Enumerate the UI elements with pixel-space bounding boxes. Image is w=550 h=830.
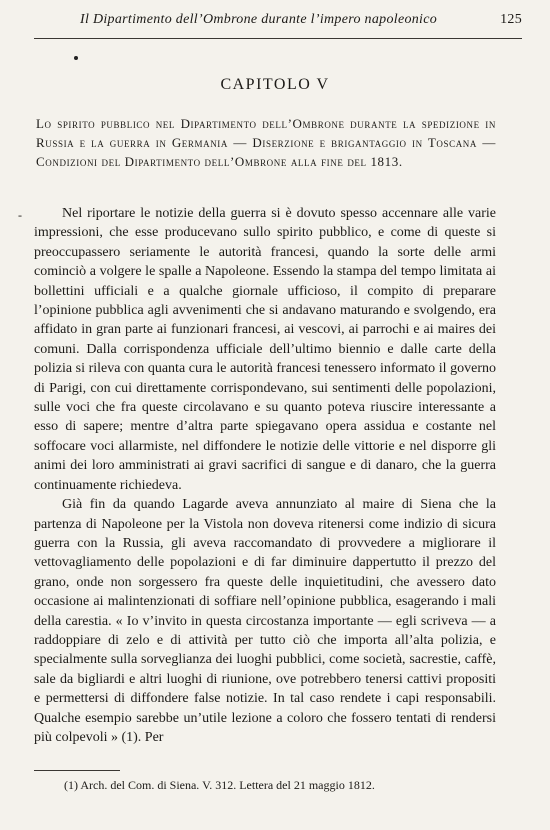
running-head-title: Il Dipartimento dell’Ombrone durante l’impero napoleonico: [80, 12, 438, 27]
footnote: (1) Arch. del Com. di Siena. V. 312. Lettera del 21 maggio 1812.: [64, 778, 375, 792]
chapter-heading: CAPITOLO V: [220, 76, 330, 93]
header-rule: [34, 38, 522, 39]
footnote-rule: [34, 770, 120, 771]
body-text: [34, 204, 496, 747]
paragraph: Già fin da quando Lagarde aveva annunziato al maire di Siena che la partenza di Napoleone per la Vistola non doveva ritenersi come indizio di sicura guerra con la Russia, gli aveva raccomandato di provvedere a migliorare il vettovagliamento delle popolazioni e di far diminuire dappertutto il prezzo del grano, onde non sorgessero fra queste delle inquietitudini, che avessero dato occasione ai malintenzionati di soffiare nell’opinione pubblica, esagerando i mali della carestia. « Io v’invito in questa circostanza importante — egli scriveva — a raddoppiare di zelo e di attività per tutto ciò che importa all’alta polizia, e specialmente sulla sorveglianza dei luoghi pubblici, come società, sacrestie, caffè, sale da bigliardi e altri luoghi di riunione, ove potrebbero tenersi cattivi propositi e permettersi di diffondere false notizie. In tal caso rendete i capi responsabili. Qualche esempio sarebbe un’utile lezione a coloro che fossero tentati di rendersi più colpevoli » (1). Per: [34, 497, 496, 745]
ink-speck: [74, 56, 78, 60]
chapter-summary: Lo spirito pubblico nel Dipartimento dell’Ombrone durante la spedizione in Russia e la guerra in Germania — Diserzione e brigantaggio in Toscana — Condizioni del Dipartimento dell’Ombrone alla fine del 1813.: [36, 116, 496, 169]
paragraph: Nel riportare le notizie della guerra si è dovuto spesso accennare alle varie impressioni, che esse producevano sullo spirito pubblico, e come di queste si preoccupassero seriamente le autorità francesi, quando la sorte delle armi cominciò a volgere le spalle a Napoleone. Essendo la stampa del tempo limitata ai bollettini ufficiali e a qualche giornale ufficioso, il compito di preparare l’opinione pubblica agli avvenimenti che si andavano maturando e svolgendo, era affidato in gran parte ai funzionari francesi, ai vescovi, ai parrochi e ai maires dei comuni. Dalla corrispondenza ufficiale dell’ultimo biennio e dalle carte della polizia si rileva con quanta cura le autorità francesi tenessero informato il governo di Parigi, con cui direttamente corrispondevano, sui sentimenti delle popolazioni, sulle voci che fra queste circolavano e su quanto poteva riuscire interessante a esso di sapere; mentre d’altra parte spiegavano opera assidua e costante nel soffocare voci allarmiste, nel diffondere le notizie delle vittorie e nel disporre gli animi dei loro amministrati ai gravi sacrifici di sangue e di danaro, che la guerra continuamente richiedeva.: [34, 206, 496, 493]
margin-mark: -: [18, 208, 22, 222]
page-number: 125: [500, 12, 522, 27]
running-head: [34, 8, 522, 32]
